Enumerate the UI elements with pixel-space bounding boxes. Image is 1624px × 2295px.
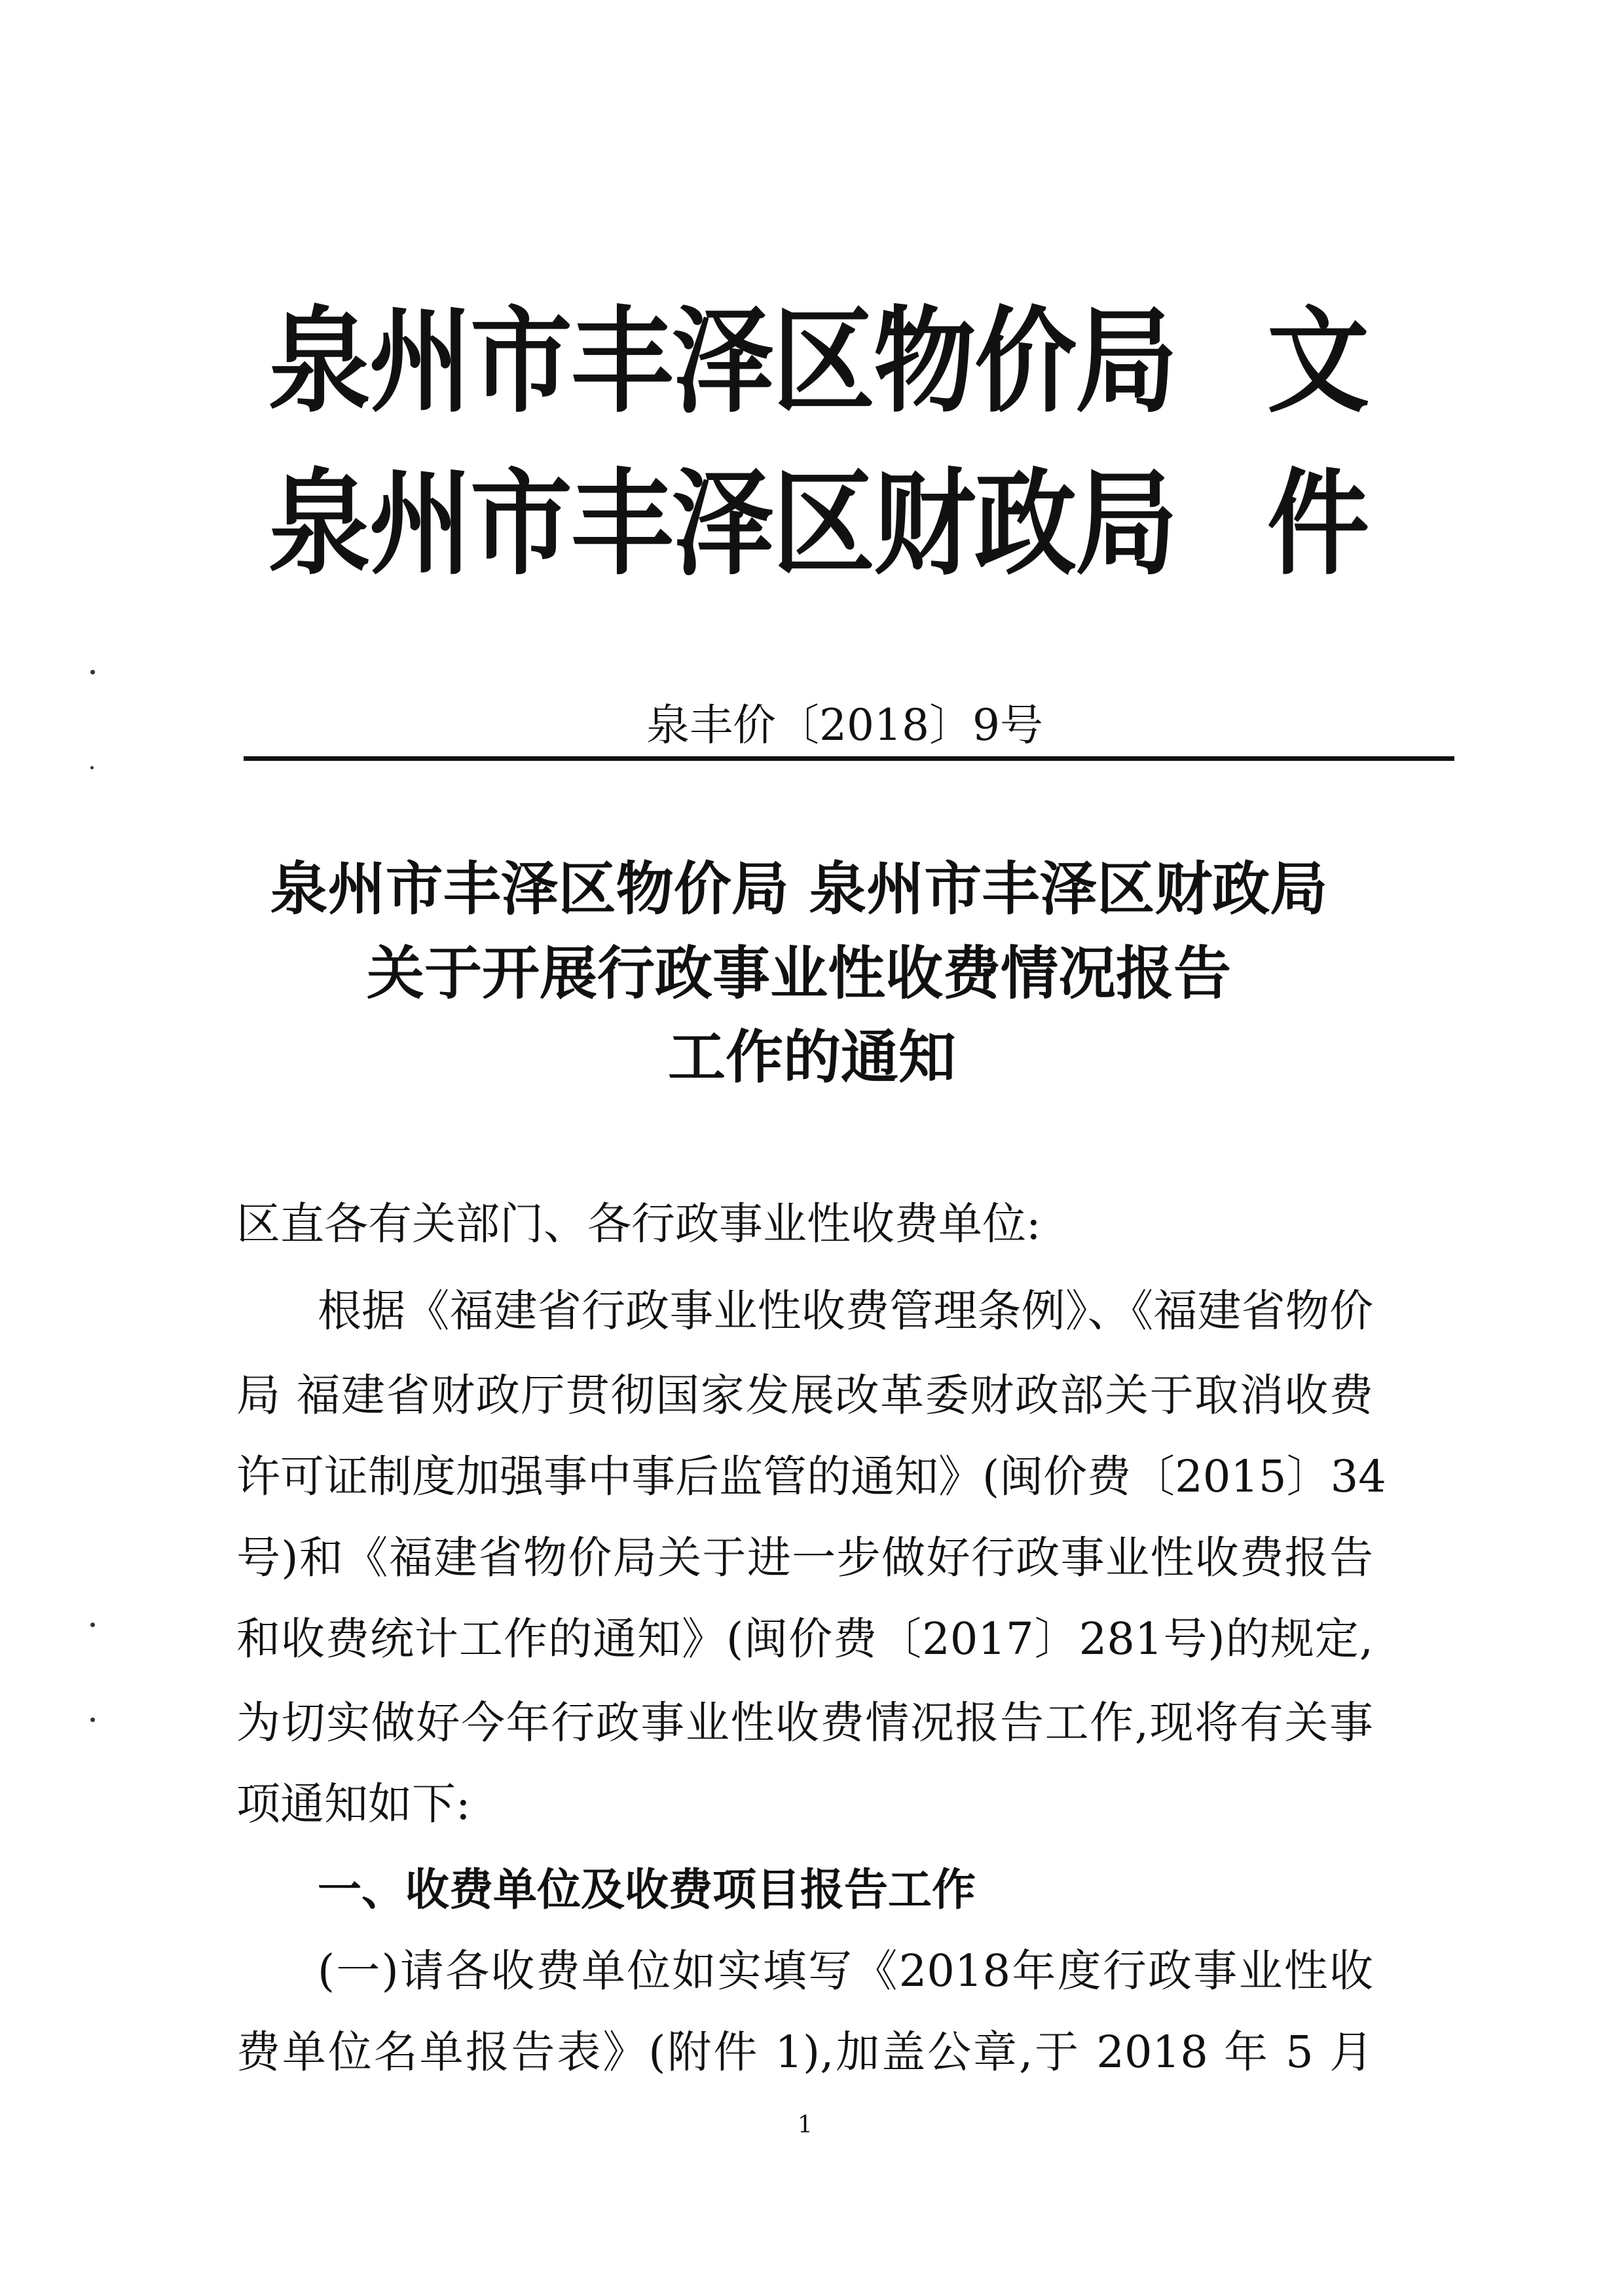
title-line-3: 工作的通知 — [667, 1023, 956, 1091]
body-line: 项通知如下: — [236, 1778, 471, 1829]
page-number: 1 — [798, 2112, 813, 2139]
issuer-2: 泉州市丰泽区财政局 — [268, 457, 1176, 591]
header-divider — [244, 756, 1454, 761]
body-line: 根据《福建省行政事业性收费管理条例》、《福建省物价 — [318, 1285, 1373, 1336]
body-line: 为切实做好今年行政事业性收费情况报告工作,现将有关事 — [236, 1697, 1373, 1748]
issuer-1: 泉州市丰泽区物价局 — [268, 295, 1176, 428]
scan-speck — [90, 670, 95, 674]
body-line: (一)请各收费单位如实填写《2018年度行政事业性收 — [318, 1945, 1373, 1996]
body-line: 局 福建省财政厅贯彻国家发展改革委财政部关于取消收费 — [236, 1370, 1373, 1421]
header-jian: 件 — [1267, 457, 1368, 591]
salutation: 区直各有关部门、各行政事业性收费单位: — [236, 1198, 1041, 1249]
document-number: 泉丰价〔2018〕9号 — [646, 700, 1043, 750]
title-line-2: 关于开展行政事业性收费情况报告 — [366, 940, 1231, 1007]
body-line: 和收费统计工作的通知》(闽价费〔2017〕281号)的规定, — [236, 1613, 1373, 1664]
body-line: 号)和《福建省物价局关于进一步做好行政事业性收费报告 — [236, 1532, 1373, 1583]
header-wen: 文 — [1267, 295, 1368, 428]
body-line: 许可证制度加强事中事后监管的通知》(闽价费〔2015〕34 — [236, 1451, 1386, 1502]
scan-speck — [90, 1623, 95, 1627]
scan-speck — [90, 1717, 95, 1722]
body-line: 费单位名单报告表》(附件 1),加盖公章,于 2018 年 5 月 — [236, 2027, 1373, 2078]
section-heading: 一、收费单位及收费项目报告工作 — [318, 1864, 976, 1915]
scan-speck — [90, 766, 94, 769]
title-line-1: 泉州市丰泽区物价局 泉州市丰泽区财政局 — [270, 855, 1328, 923]
